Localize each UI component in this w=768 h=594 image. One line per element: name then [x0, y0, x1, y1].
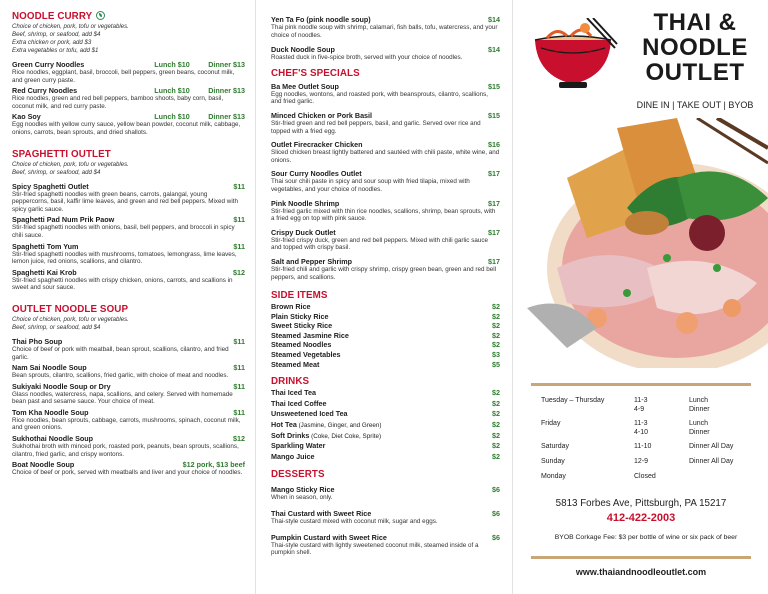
section-title-noodle-curry: NOODLE CURRY [12, 11, 245, 23]
hours-row: Monday Closed [541, 472, 656, 480]
list-item: Steamed Vegetables $3 [271, 350, 500, 360]
hours-row: Saturday 11-10 Dinner All Day [541, 443, 734, 451]
noodle-bowl-logo-icon [527, 18, 619, 98]
divider [531, 383, 751, 386]
list-item: Plain Sticky Rice $2 [271, 311, 500, 321]
menu-item: Sukiyaki Noodle Soup or Dry $11 Glass noodles, watercress, napa, scallions, and celery. Served with homemade bean past and sesame sauce. Your choice of meat. [12, 381, 245, 406]
hours-row: Sunday 12-9 Dinner All Day [541, 457, 734, 465]
menu-item: Mango Sticky Rice $6 When in season, only. [271, 485, 500, 502]
menu-item: Thai Custard with Sweet Rice $6 Thai-style custard mixed with coconut milk, sugar and eggs. [271, 509, 500, 525]
section-title-spaghetti: SPAGHETTI OUTLET [12, 148, 111, 160]
list-item: Thai Iced Coffee $2 [271, 398, 500, 408]
list-item: Steamed Jasmine Rice $2 [271, 330, 500, 340]
section-title-chefs-specials: CHEF'S SPECIALS [271, 67, 360, 79]
website-link[interactable]: www.thaiandnoodleoutlet.com [575, 567, 707, 577]
menu-item: Tom Kha Noodle Soup $11 Rice noodles, bean sprouts, cabbage, carrots, mushrooms, spinach, coconut milk, and green onions. [12, 407, 245, 432]
menu-item: Ba Mee Outlet Soup $15 Egg noodles, wontons, and roasted pork, with beansprouts, cilantro, scallions, and fried garlic. [271, 81, 500, 106]
drinks-list [271, 388, 500, 462]
byob-note: BYOB Corkage Fee: $3 per bottle of wine or six pack of beer [554, 534, 738, 541]
menu-item: Duck Noodle Soup $14 Roasted duck in five-spice broth, served with your choice of noodles. [271, 45, 500, 62]
menu-column-3 [513, 0, 768, 594]
opening-hours [541, 397, 761, 487]
menu-item: Salt and Pepper Shrimp $17 Stir-fried chili and garlic with crispy shrimp, crispy green bean, green and red bell peppers, and scallions. [271, 256, 500, 281]
section-title-side-items: SIDE ITEMS [271, 290, 328, 302]
noodle-soup-photo [527, 118, 768, 368]
menu-item: Spaghetti Pad Num Prik Paow $11 Stir-fried spaghetti noodles with onions, basil, bell peppers, and broccoli in spicy chili sauce. [12, 215, 245, 239]
menu-item: Spaghetti Tom Yum $11 Stir-fried spaghetti noodles with mushrooms, tomatoes, lemongrass, lime leaves, lemon juice, red onions, scallions, and cilantro. [12, 241, 245, 266]
list-item: Sweet Sticky Rice $2 [271, 321, 500, 331]
menu-item: Spicy Spaghetti Outlet $11 Stir-fried spaghetti noodles with green beans, carrots, galangal, young peppercorns, basil, kaffir lime leaves, and green and red bell peppers. Mixed with spicy garlic sauce. [12, 181, 245, 213]
menu-item: Outlet Firecracker Chicken $16 Sliced chicken breast lightly battered and sautéed with chili paste, white wine, and onions. [271, 140, 500, 164]
menu-item: Boat Noodle Soup $12 pork, $13 beef Choice of beef or pork, served with meatballs and liver and your choice of noodles. [12, 460, 245, 477]
hours-row: Tuesday – Thursday 11-3 4-9 Lunch Dinner [541, 397, 710, 413]
tagline: DINE IN | TAKE OUT | BYOB [636, 100, 754, 110]
divider [531, 556, 751, 559]
list-item: Hot Tea (Jasmine, Ginger, and Green) $2 [271, 420, 500, 430]
section-title-desserts: DESSERTS [271, 469, 325, 481]
list-item: Mango Juice $2 [271, 451, 500, 461]
menu-item: Sour Curry Noodles Outlet $17 Thai sour chili paste in spicy and sour soup with fried tilapia, mixed with vegetables, and your choice of noodles. [271, 169, 500, 193]
list-item: Steamed Meat $5 [271, 359, 500, 369]
menu-item: Spaghetti Kai Krob $12 Stir-fried spaghetti noodles with crispy chicken, onions, carrots, and scallions in sweet and sour sauce. [12, 267, 245, 292]
address: 5813 Forbes Ave, Pittsburgh, PA 15217 [555, 498, 727, 509]
hours-row: Friday 11-3 4-10 Lunch Dinner [541, 420, 710, 436]
vegetarian-leaf-icon [96, 11, 105, 20]
restaurant-name: THAI & NOODLE OUTLET [642, 9, 748, 86]
list-item: Brown Rice $2 [271, 302, 500, 312]
menu-item: Red Curry Noodles Lunch $10 Dinner $13 Rice noodles, green and red bell peppers, bamboo shoots, baby corn, basil, coconut milk, and red curry paste. [12, 86, 245, 110]
menu-item: Kao Soy Lunch $10 Dinner $13 Egg noodles with yellow curry sauce, yellow bean powder, coconut milk, cabbage, onions, carrots, bean sprouts, and dried shallots. [12, 112, 245, 136]
menu-item: Sukhothai Noodle Soup $12 Sukhothai broth with minced pork, roasted pork, peanuts, bean sprouts, scallions, cilantro, fried garlic, and crispy wontons. [12, 434, 245, 458]
menu-item: Nam Sai Noodle Soup $11 Bean sprouts, cilantro, scallions, fried garlic, with choice of meat and noodles. [12, 363, 245, 380]
menu-item: Thai Pho Soup $11 Choice of beef or pork with meatball, bean sprout, scallions, cilantro, and fried garlic. [12, 336, 245, 361]
list-item: Sparkling Water $2 [271, 441, 500, 451]
section-title-outlet-noodle-soup: OUTLET NOODLE SOUP [12, 303, 129, 315]
list-item: Thai Iced Tea $2 [271, 388, 500, 398]
menu-item: Crispy Duck Outlet $17 Stir-fried crispy duck, green and red bell peppers. Mixed with chili garlic sauce and topped with crispy basil. [271, 227, 500, 252]
menu-item: Pumpkin Custard with Sweet Rice $6 Thai-style custard with lightly sweetened coconut milk, steamed inside of a pumpkin shell. [271, 532, 500, 557]
list-item: Steamed Noodles $2 [271, 340, 500, 350]
list-item: Soft Drinks (Coke, Diet Coke, Sprite) $2 [271, 430, 500, 440]
menu-column-2 [256, 0, 513, 594]
menu-item: Yen Ta Fo (pink noodle soup) $14 Thai pink noodle soup with shrimp, calamari, fish balls, tofu, watercress, and your choice of noodles. [271, 15, 500, 39]
menu-item: Green Curry Noodles Lunch $10 Dinner $13 Rice noodles, eggplant, basil, broccoli, bell peppers, green beans, coconut milk, and green curry paste. [12, 60, 245, 84]
list-item: Unsweetened Iced Tea $2 [271, 409, 500, 419]
noodle-curry-choices: Choice of chicken, pork, tofu or vegetables. Beef, shrimp, or seafood, add $4 Extra chicken or pork, add $3 Extra vegetables or tofu, add $1 [12, 23, 129, 54]
section-title-drinks: DRINKS [271, 376, 310, 388]
menu-column-1: NOODLE CURRY Choice of chicken, pork, tofu or vegetables. Beef, shrimp, or seafood, add $4 Extra chicken or pork, add $3 Extra vegetables or tofu, add $1 Green Curry Noodles Lunch $10 Dinner $13 Rice noodles, eggplant, basil, broccoli, bell peppers, green beans, coconut milk, and green curry paste. Red Curry Noodles Lunch $10 Dinner $13 Rice noodles, green and red bell peppers, bamboo shoots, baby corn, basil, coconut milk, and red curry paste. Kao Soy Lunch $10 Dinner $13 Egg noodles with yellow curry sauce, yellow bean powder, coconut milk, cabbage, onions, carrots, bean sprouts, and dried shallots. SPAGHETTI OUTLET Choice of chicken, pork, tofu or vegetables. Beef, shrimp, or seafood, add $4 Spicy Spaghetti Outlet $11 Stir-fried spaghetti noodles with green beans, carrots, galangal, young peppercorns, basil, kaffir lime leaves, and green and red bell peppers. Mixed with spicy garlic sauce. Spaghetti Pad Num Prik Paow $11 Stir-fried spaghetti noodles with onions, basil, bell peppers, and broccoli in spicy chili sauce. Spaghetti Tom Yum $11 Stir-fried spaghetti noodles with mushrooms, tomatoes, lemongrass, lime leaves, lemon juice, red onions, scallions, and cilantro. Spaghetti Kai Krob $12 Stir-fried spaghetti noodles with crispy chicken, onions, carrots, and scallions in sweet and sour sauce. OUTLET NOODLE SOUP Choice of chicken, pork, tofu or vegetables. Beef, shrimp, or seafood, add $4 Thai Pho Soup $11 Choice of beef or pork with meatball, bean sprout, scallions, cilantro, and fried garlic. Nam Sai Noodle Soup $11 Bean sprouts, cilantro, scallions, fried garlic, with choice of meat and noodles. Sukiyaki Noodle Soup or Dry $11 Glass noodles, watercress, napa, scallions, and celery. Served with homemade bean past and sesame sauce. Your choice of meat. Tom Kha Noodle Soup $11 Rice noodles, bean sprouts, cabbage, carrots, mushrooms, spinach, coconut milk, and green onions. Sukhothai Noodle Soup $12 Sukhothai broth with minced pork, roasted pork, peanuts, bean sprouts, scallions, cilantro, fried garlic, and crispy wontons. Boat Noodle Soup $12 pork, $13 beef Choice of beef or pork, served with meatballs and liver and your choice of noodles. [0, 0, 256, 594]
menu-item: Pink Noodle Shrimp $17 Stir-fried garlic mixed with thin rice noodles, scallions, shrimp, bean sprouts, with a fried egg on top with pink sauce. [271, 198, 500, 223]
phone-number[interactable]: 412-422-2003 [606, 512, 676, 524]
side-items-list [271, 302, 500, 369]
menu-item: Minced Chicken or Pork Basil $15 Stir-fried green and red bell peppers, basil, and garlic. Served over rice and topped with a fried egg. [271, 110, 500, 135]
